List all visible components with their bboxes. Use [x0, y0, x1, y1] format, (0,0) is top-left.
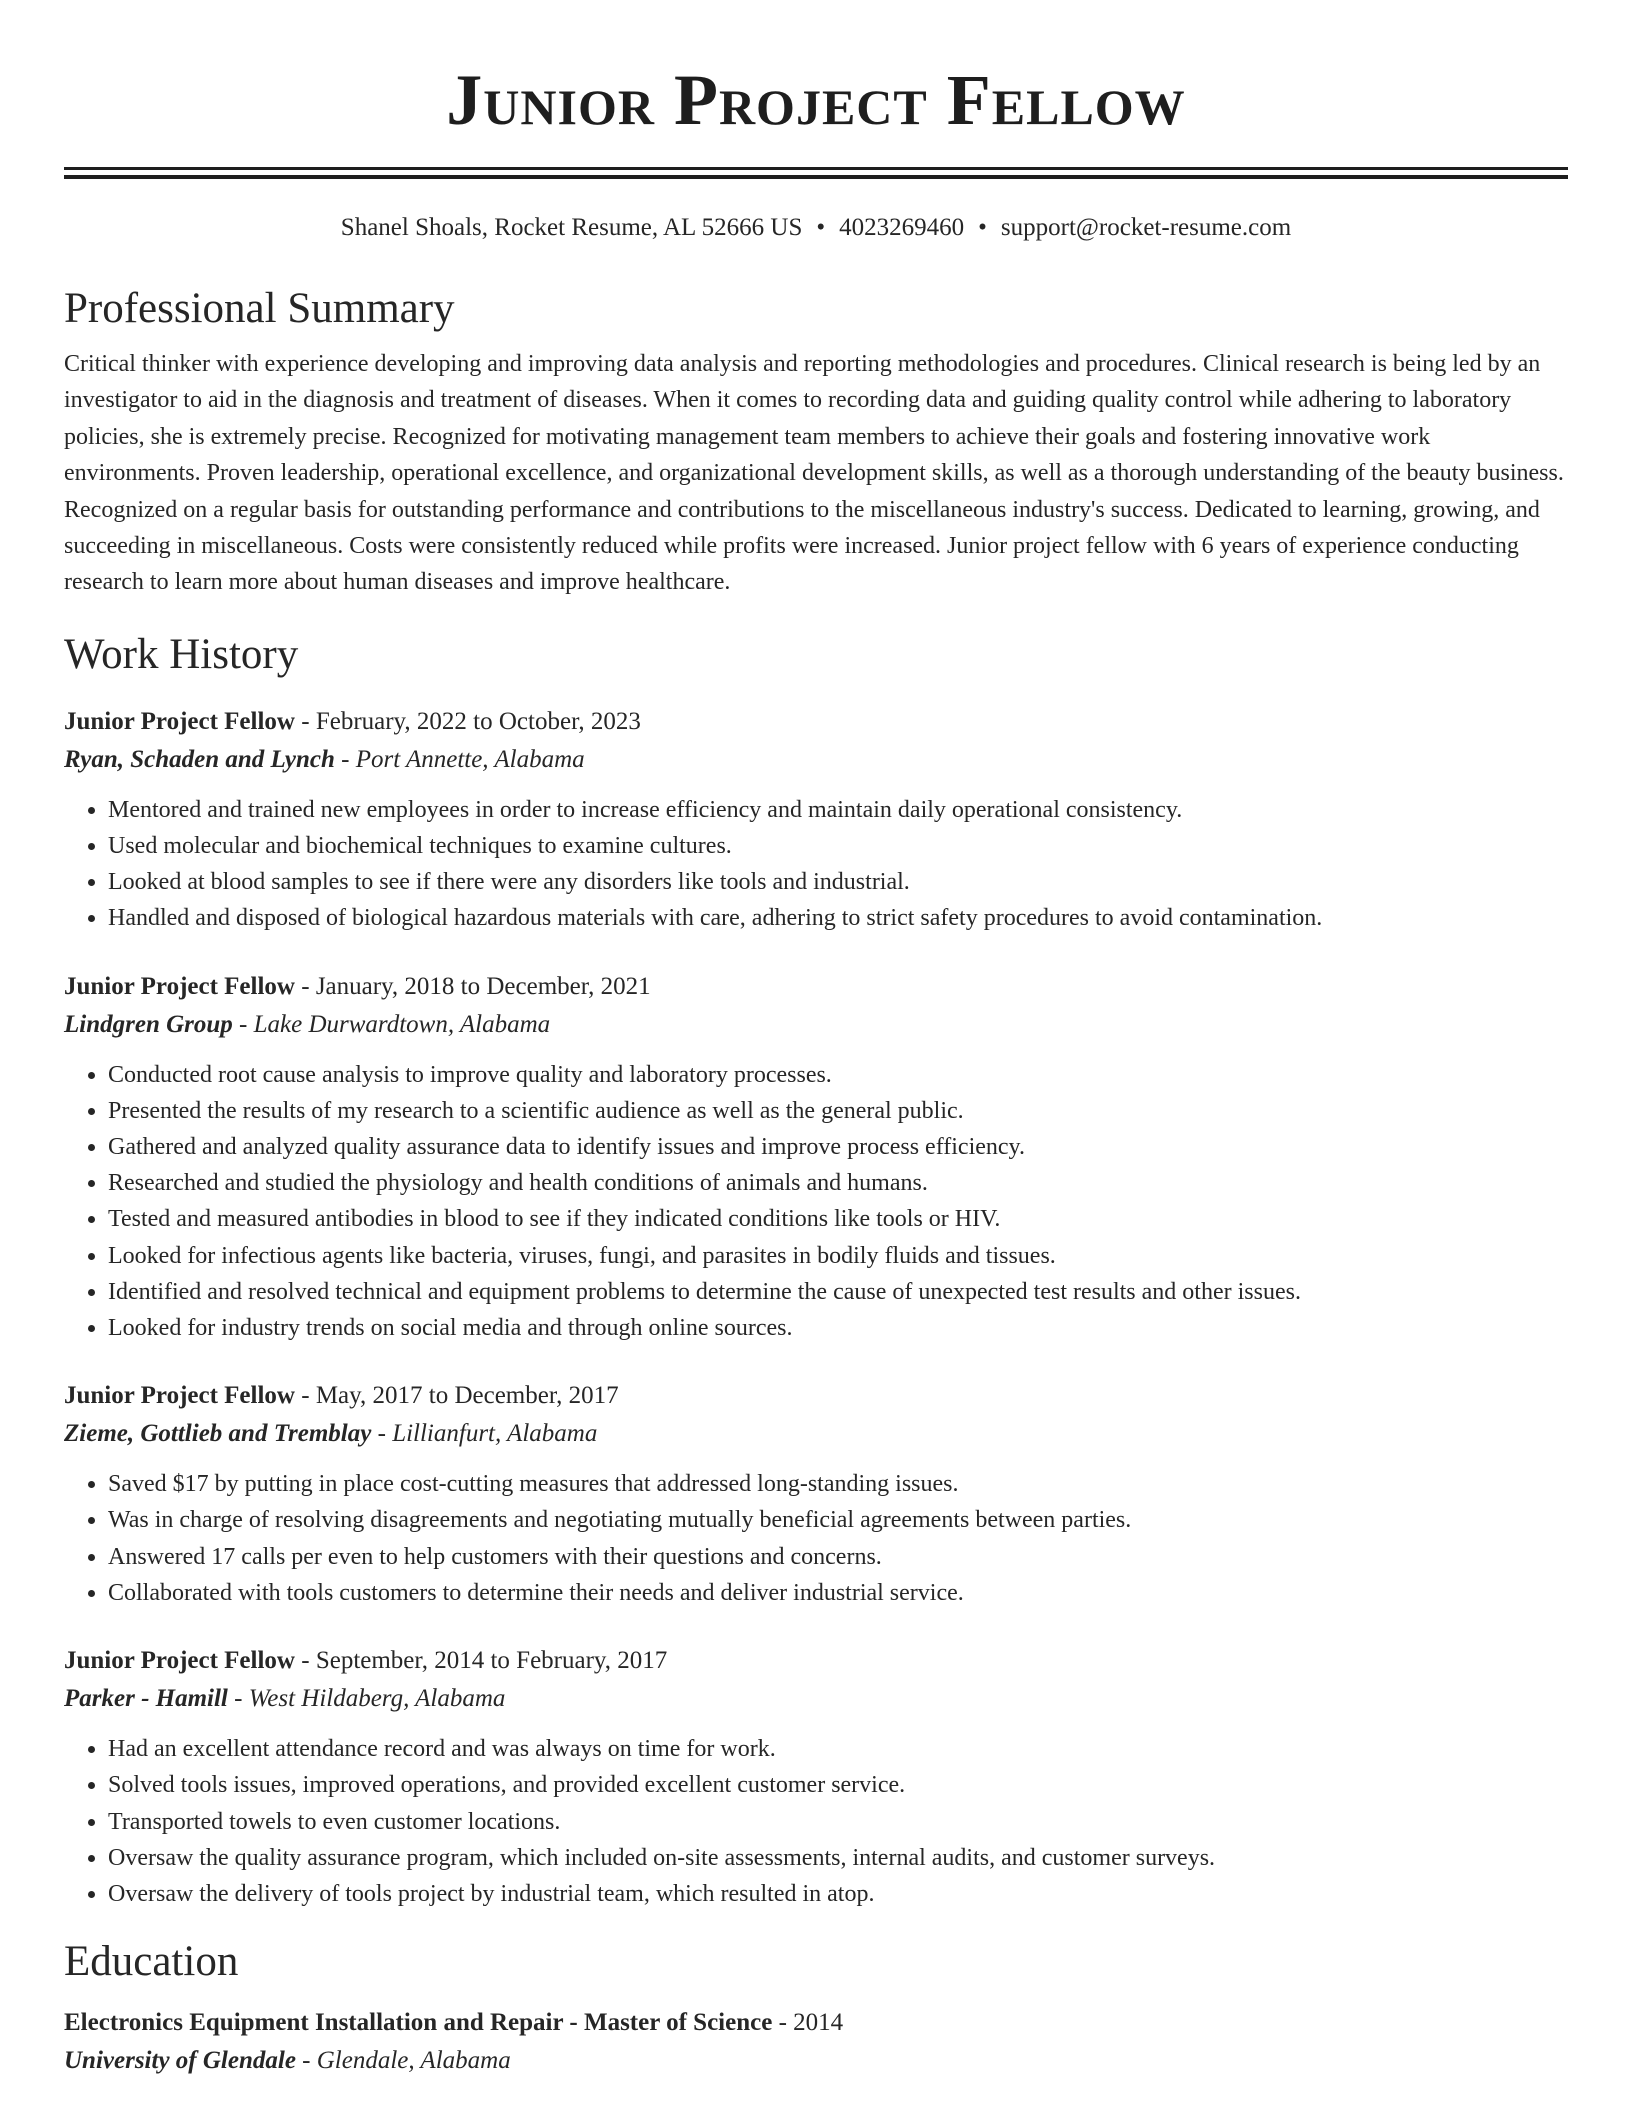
degree-name: Electronics Equipment Installation and Repair - Master of Science: [64, 2009, 773, 2037]
job-duties-list: [64, 792, 1568, 937]
job-entry: [64, 1377, 1568, 1611]
job-role: Junior Project Fellow: [64, 972, 295, 1000]
job-dates: September, 2014 to February, 2017: [315, 1647, 668, 1675]
summary-text: Critical thinker with experience developing and improving data analysis and reporting methodologies and procedures. Clinical research is being led by an investigator to aid in the diagnosis and treatment of diseases. When it comes to recording data and guiding quality control while adhering to laboratory policies, she is extremely precise. Recognized for motivating management team members to achieve their goals and fostering innovative work environments. Proven leadership, operational excellence, and organizational development skills, as well as a thorough understanding of the beauty business. Recognized on a regular basis for outstanding performance and contributions to the miscellaneous industry's success. Dedicated to learning, growing, and succeeding in miscellaneous. Costs were consistently reduced while profits were increased. Junior project fellow with 6 years of experience conducting research to learn more about human diseases and improve healthcare.: [64, 351, 1564, 596]
list-item: • Had an excellent attendance record and was always on time for work.: [108, 1731, 1568, 1767]
job-role: Junior Project Fellow: [64, 707, 295, 735]
education-entry: [64, 2004, 1568, 2080]
list-item: • Researched and studied the physiology and health conditions of animals and humans.: [108, 1165, 1568, 1201]
list-item: • Collaborated with tools customers to determine their needs and deliver industrial service.: [108, 1575, 1568, 1611]
summary-heading: Professional Summary: [64, 285, 455, 332]
list-item: • Presented the results of my research to a scientific audience as well as the general public.: [108, 1093, 1568, 1129]
contact-line: [64, 213, 1568, 243]
title-divider-top: [64, 167, 1568, 170]
job-dates: January, 2018 to December, 2021: [315, 972, 651, 1000]
employer-location: Port Annette, Alabama: [355, 745, 585, 773]
job-title-line: [64, 968, 1568, 1006]
resume-title: Junior Project Fellow: [446, 60, 1186, 140]
list-item: • Transported towels to even customer locations.: [108, 1804, 1568, 1840]
employer-dash: -: [232, 1010, 254, 1038]
employer-name: Ryan, Schaden and Lynch: [64, 745, 335, 773]
contact-address: Shanel Shoals, Rocket Resume, AL 52666 US: [340, 214, 803, 241]
job-title-line: [64, 703, 1568, 741]
job-dash: -: [294, 707, 316, 735]
employer-line: [64, 741, 1568, 779]
degree-year: 2014: [793, 2009, 844, 2037]
job-dash: -: [294, 1647, 316, 1675]
job-role: Junior Project Fellow: [64, 1382, 295, 1410]
school-dash: -: [295, 2047, 317, 2075]
list-item: • Solved tools issues, improved operations, and provided excellent customer service.: [108, 1767, 1568, 1803]
contact-email: support@rocket-resume.com: [1000, 214, 1292, 241]
job-entry: [64, 1642, 1568, 1912]
job-dates: May, 2017 to December, 2017: [315, 1382, 619, 1410]
employer-location: Lake Durwardtown, Alabama: [253, 1010, 551, 1038]
list-item: • Looked for industry trends on social media and through online sources.: [108, 1310, 1568, 1346]
list-item: • Identified and resolved technical and equipment problems to determine the cause of unexpected test results and other issues.: [108, 1274, 1568, 1310]
resume-page: [64, 0, 1568, 2080]
work-history-heading: Work History: [64, 630, 299, 678]
job-dates: February, 2022 to October, 2023: [315, 707, 641, 735]
list-item: • Looked at blood samples to see if there were any disorders like tools and industrial.: [108, 864, 1568, 900]
school-name: University of Glendale: [64, 2047, 296, 2075]
employer-name: Zieme, Gottlieb and Tremblay: [64, 1420, 372, 1448]
list-item: • Answered 17 calls per even to help customers with their questions and concerns.: [108, 1539, 1568, 1575]
employer-dash: -: [334, 745, 356, 773]
degree-line: [64, 2004, 1568, 2042]
contact-phone: 4023269460: [839, 214, 965, 241]
job-duties-list: [64, 1731, 1568, 1912]
employer-line: [64, 1415, 1568, 1453]
contact-separator: •: [978, 214, 987, 241]
list-item: • Conducted root cause analysis to improve quality and laboratory processes.: [108, 1057, 1568, 1093]
list-item: • Mentored and trained new employees in order to increase efficiency and maintain daily operational consistency.: [108, 792, 1568, 828]
list-item: • Was in charge of resolving disagreements and negotiating mutually beneficial agreements between parties.: [108, 1502, 1568, 1538]
education-heading: Education: [64, 1938, 239, 1986]
list-item: • Handled and disposed of biological hazardous materials with care, adhering to strict safety procedures to avoid contamination.: [108, 900, 1568, 936]
employer-location: Lillianfurt, Alabama: [392, 1420, 598, 1448]
job-dash: -: [294, 1382, 316, 1410]
job-role: Junior Project Fellow: [64, 1647, 295, 1675]
job-entry: [64, 968, 1568, 1347]
school-location: Glendale, Alabama: [316, 2047, 511, 2075]
list-item: • Looked for infectious agents like bacteria, viruses, fungi, and parasites in bodily fluids and tissues.: [108, 1238, 1568, 1274]
list-item: • Oversaw the delivery of tools project by industrial team, which resulted in atop.: [108, 1876, 1568, 1912]
employer-dash: -: [371, 1420, 393, 1448]
job-duties-list: [64, 1466, 1568, 1611]
job-title-line: [64, 1642, 1568, 1680]
list-item: • Saved $17 by putting in place cost-cutting measures that addressed long-standing issues.: [108, 1466, 1568, 1502]
title-divider-bottom: [64, 175, 1568, 179]
degree-dash: -: [772, 2009, 794, 2037]
job-entry: [64, 703, 1568, 937]
school-line: [64, 2042, 1568, 2080]
list-item: • Gathered and analyzed quality assurance data to identify issues and improve process efficiency.: [108, 1129, 1568, 1165]
employer-name: Parker - Hamill: [64, 1685, 228, 1713]
employer-location: West Hildaberg, Alabama: [248, 1685, 506, 1713]
contact-separator: •: [816, 214, 826, 241]
employer-line: [64, 1006, 1568, 1044]
job-dash: -: [294, 972, 316, 1000]
job-title-line: [64, 1377, 1568, 1415]
employer-dash: -: [227, 1685, 249, 1713]
job-duties-list: [64, 1057, 1568, 1347]
list-item: • Oversaw the quality assurance program, which included on-site assessments, internal audits, and customer surveys.: [108, 1840, 1568, 1876]
list-item: • Used molecular and biochemical techniques to examine cultures.: [108, 828, 1568, 864]
employer-line: [64, 1680, 1568, 1718]
employer-name: Lindgren Group: [64, 1010, 233, 1038]
list-item: • Tested and measured antibodies in blood to see if they indicated conditions like tools or HIV.: [108, 1201, 1568, 1237]
